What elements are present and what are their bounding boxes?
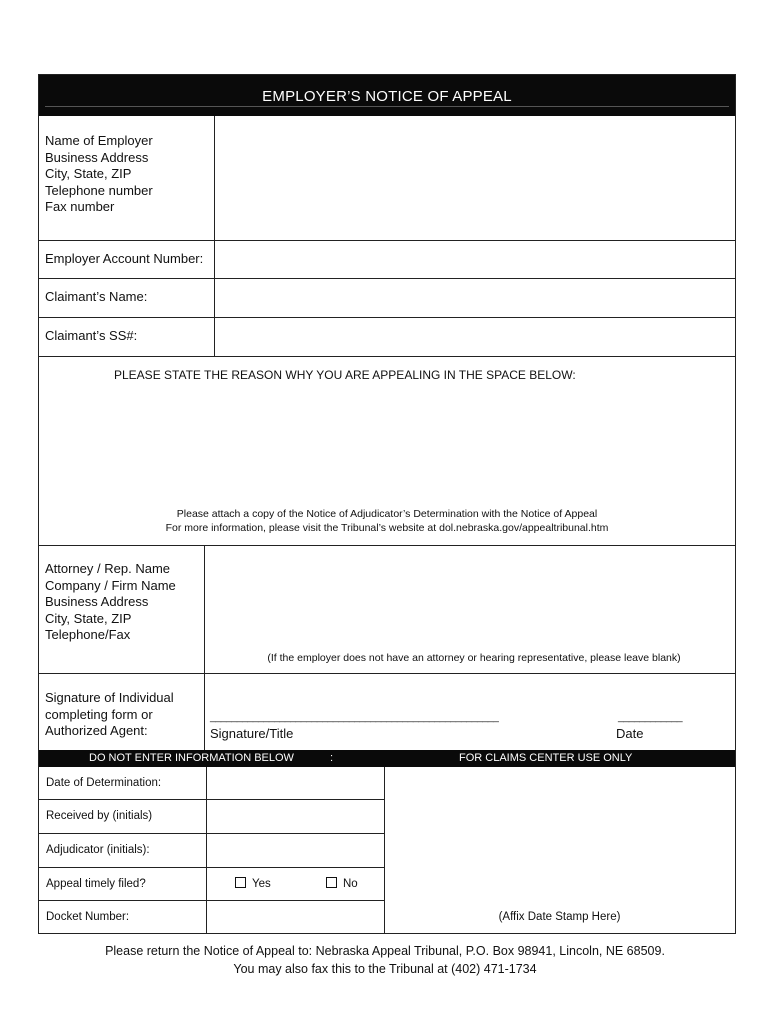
- row-divider: [39, 356, 735, 357]
- office-label-divider: [206, 767, 207, 934]
- stamp-note: (Affix Date Stamp Here): [498, 911, 621, 923]
- attorney-info-labels: [45, 561, 176, 644]
- date-of-determination-label: Date of Determination:: [46, 777, 162, 789]
- form-title: EMPLOYER’S NOTICE OF APPEAL: [262, 88, 512, 105]
- attorney-note: (If the employer does not have an attorney or hearing representative, please leave blank): [267, 652, 681, 664]
- office-use-right-text: FOR CLAIMS CENTER USE ONLY: [459, 752, 633, 764]
- date-caption: Date: [616, 726, 644, 741]
- attorney-firm-label: Company / Firm Name: [45, 577, 176, 593]
- employer-fax-label: Fax number: [45, 199, 115, 214]
- attorney-name-label: Attorney / Rep. Name: [45, 561, 170, 576]
- office-use-colon: :: [330, 752, 334, 764]
- claimant-name-divider: [214, 278, 215, 317]
- row-divider: [39, 278, 735, 279]
- row-divider: [39, 799, 385, 800]
- signature-caption: Signature/Title: [210, 726, 294, 741]
- employer-name-label: Name of Employer: [45, 133, 153, 148]
- office-use-left-text: DO NOT ENTER INFORMATION BELOW: [89, 752, 294, 764]
- title-underline: [45, 106, 729, 107]
- received-by-label: Received by (initials): [46, 810, 153, 822]
- employer-account-field[interactable]: [216, 242, 735, 278]
- employer-info-labels: [45, 133, 153, 216]
- employer-info-field[interactable]: [216, 117, 735, 240]
- signature-label-line3: Authorized Agent:: [45, 723, 148, 738]
- row-divider: [39, 833, 385, 834]
- footer-return-address: Please return the Notice of Appeal to: Nebraska Appeal Tribunal, P.O. Box 98941, Lincoln, NE 68509.: [105, 944, 665, 958]
- row-divider: [39, 240, 735, 241]
- date-of-determination-field[interactable]: [208, 769, 383, 799]
- attorney-address-label: Business Address: [45, 594, 149, 609]
- no-label: No: [343, 878, 358, 890]
- docket-number-field[interactable]: [208, 903, 383, 933]
- form-title-bar: [39, 75, 735, 116]
- row-divider: [39, 867, 385, 868]
- date-line[interactable]: ____________: [618, 711, 683, 723]
- office-use-bar: [39, 750, 735, 767]
- row-divider: [39, 673, 735, 674]
- appeal-timely-label: Appeal timely filed?: [46, 878, 146, 890]
- claimant-ssn-field[interactable]: [216, 319, 735, 355]
- footer-fax: You may also fax this to the Tribunal at (402) 471-1734: [233, 962, 537, 976]
- signature-label-line2: completing form or: [45, 706, 153, 722]
- attorney-divider: [204, 545, 205, 673]
- appeal-form: [38, 74, 736, 934]
- signature-line[interactable]: ______________________________________________________: [210, 711, 499, 723]
- row-divider: [39, 900, 385, 901]
- employer-account-label: Employer Account Number:: [45, 251, 204, 266]
- adjudicator-label: Adjudicator (initials):: [46, 844, 150, 856]
- info-note: For more information, please visit the Tribunal’s website at dol.nebraska.gov/appealtribunal.htm: [165, 522, 609, 534]
- account-divider: [214, 240, 215, 279]
- attorney-info-field[interactable]: [206, 547, 735, 647]
- employer-address-label: Business Address: [45, 149, 149, 165]
- adjudicator-field[interactable]: [208, 835, 383, 866]
- docket-number-label: Docket Number:: [46, 911, 130, 923]
- employer-phone-label: Telephone number: [45, 182, 153, 198]
- attorney-phone-label: Telephone/Fax: [45, 627, 131, 642]
- reason-heading: PLEASE STATE THE REASON WHY YOU ARE APPEALING IN THE SPACE BELOW:: [114, 368, 576, 382]
- claimant-name-field[interactable]: [216, 280, 735, 316]
- signature-labels: [45, 690, 174, 740]
- row-divider: [39, 545, 735, 546]
- attach-note: Please attach a copy of the Notice of Adjudicator’s Determination with the Notice of Appeal: [176, 508, 598, 520]
- no-option[interactable]: [326, 876, 358, 893]
- signature-divider: [204, 673, 205, 750]
- appeal-reason-field[interactable]: [43, 387, 733, 499]
- attorney-city-label: City, State, ZIP: [45, 610, 132, 626]
- employer-city-label: City, State, ZIP: [45, 166, 132, 181]
- employer-divider: [214, 116, 215, 241]
- claimant-ssn-divider: [214, 317, 215, 356]
- no-checkbox[interactable]: [326, 877, 337, 888]
- received-by-field[interactable]: [208, 801, 383, 832]
- yes-checkbox[interactable]: [235, 877, 246, 888]
- signature-label-line1: Signature of Individual: [45, 690, 174, 705]
- claimant-ssn-label: Claimant’s SS#:: [45, 328, 138, 343]
- row-divider: [39, 317, 735, 318]
- claimant-name-label: Claimant’s Name:: [45, 289, 148, 304]
- yes-label: Yes: [252, 878, 271, 890]
- yes-option[interactable]: [235, 876, 271, 893]
